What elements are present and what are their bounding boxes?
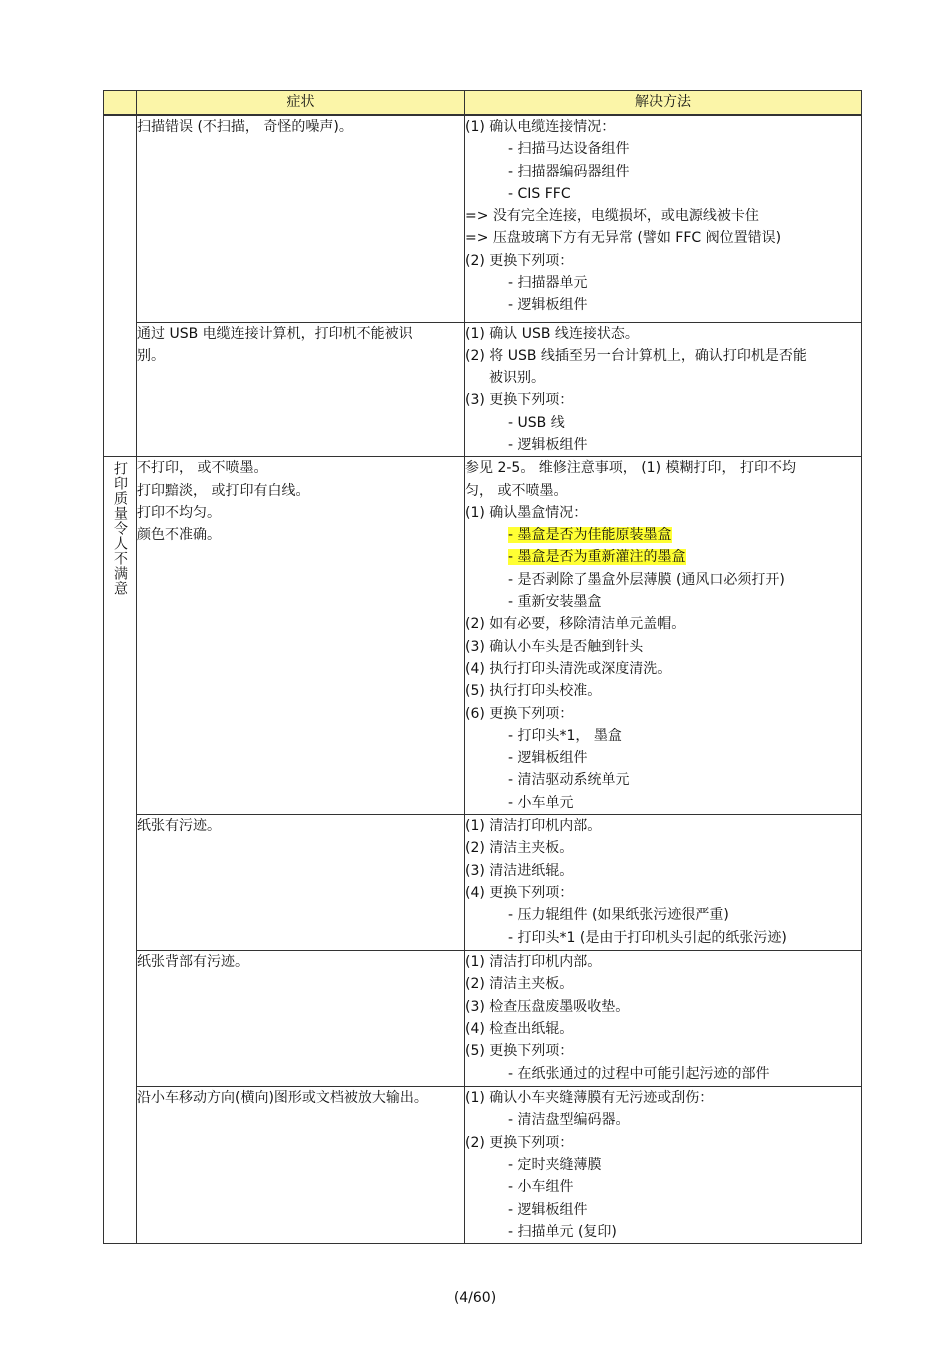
solution-text: => 压盘玻璃下方有无异常 (譬如 FFC 阀位置错误) <box>465 230 782 247</box>
solution-line <box>465 502 861 524</box>
solution-line <box>465 272 861 294</box>
solution-text: (4) 检查出纸辊。 <box>465 1020 574 1037</box>
solution-line <box>465 116 861 138</box>
solution-line <box>465 904 861 926</box>
solution-line <box>465 161 861 183</box>
symptom-cell <box>137 951 465 1087</box>
header-symptom: 症状 <box>137 91 465 116</box>
solution-text: (4) 更换下列项： <box>465 884 574 901</box>
solution-line <box>465 294 861 316</box>
solution-text: (1) 确认小车夹缝薄膜有无污迹或刮伤： <box>465 1090 714 1107</box>
symptom-text: 打印不均匀。 <box>137 504 221 521</box>
solution-line <box>465 569 861 591</box>
symptom-text: 沿小车移动方向(横向)图形或文档被放大输出。 <box>137 1090 428 1107</box>
solution-text: (2) 更换下列项： <box>465 1134 574 1151</box>
solution-line <box>465 412 861 434</box>
solution-text: (2) 如有必要，移除清洁单元盖帽。 <box>465 616 686 633</box>
solution-text: - 小车单元 <box>508 794 574 811</box>
solution-text: - 逻辑板组件 <box>508 436 588 453</box>
solution-text: - 打印头*1 (是由于打印机头引起的纸张污迹) <box>508 929 787 946</box>
page-number: (4/60) <box>453 1290 497 1306</box>
solution-cell <box>465 815 862 951</box>
solution-line <box>465 138 861 160</box>
solution-line <box>465 205 861 227</box>
solution-text: 匀， 或不喷墨。 <box>465 482 568 499</box>
solution-line <box>465 973 861 995</box>
solution-line <box>465 882 861 904</box>
solution-text: - 扫描器单元 <box>508 275 588 292</box>
solution-line <box>465 996 861 1018</box>
solution-text: - 清洁驱动系统单元 <box>508 772 630 789</box>
solution-text: - 扫描单元 (复印) <box>508 1223 617 1240</box>
solution-text: (1) 确认 USB 线连接状态。 <box>465 325 639 342</box>
solution-line <box>465 860 861 882</box>
solution-text: (1) 清洁打印机内部。 <box>465 954 602 971</box>
header-category-cell <box>104 91 137 116</box>
solution-text: (3) 更换下列项： <box>465 392 574 409</box>
solution-line <box>465 1109 861 1131</box>
solution-text: => 没有完全连接，电缆损坏，或电源线被卡住 <box>465 208 759 225</box>
solution-text: - 打印头*1， 墨盒 <box>508 727 622 744</box>
solution-line <box>465 703 861 725</box>
solution-text: - 重新安装墨盒 <box>508 594 602 611</box>
symptom-text: 别。 <box>137 347 165 364</box>
solution-text: - 是否剥除了墨盒外层薄膜 (通风口必须打开) <box>508 571 785 588</box>
solution-line <box>465 1176 861 1198</box>
symptom-cell <box>137 457 465 815</box>
solution-line <box>465 250 861 272</box>
solution-cell <box>465 322 862 457</box>
solution-line <box>465 546 861 568</box>
symptom-text: 纸张有污迹。 <box>137 818 221 835</box>
solution-text: - 定时夹缝薄膜 <box>508 1156 602 1173</box>
solution-cell <box>465 951 862 1087</box>
solution-text: (1) 确认电缆连接情况： <box>465 119 616 135</box>
symptom-cell <box>137 815 465 951</box>
solution-line <box>465 389 861 411</box>
symptom-text: 纸张背部有污迹。 <box>137 954 249 971</box>
solution-text: (2) 清洁主夹板。 <box>465 840 574 857</box>
solution-text: (1) 确认墨盒情况： <box>465 504 588 521</box>
highlighted-text: - 墨盒是否为重新灌注的墨盒 <box>508 549 686 566</box>
symptom-cell <box>137 1087 465 1244</box>
solution-text: - USB 线 <box>508 414 565 431</box>
solution-line <box>465 591 861 613</box>
solution-text: - 清洁盘型编码器。 <box>508 1112 630 1129</box>
solution-text: 被识别。 <box>489 370 545 387</box>
solution-line <box>465 1063 861 1085</box>
category-label: 打印质量令人不满意 <box>112 461 128 597</box>
symptom-text: 打印黯淡， 或打印有白线。 <box>137 482 310 499</box>
solution-line <box>465 227 861 249</box>
solution-text: - CIS FFC <box>508 185 571 202</box>
table-row <box>104 457 862 815</box>
solution-text: (5) 更换下列项： <box>465 1043 574 1060</box>
solution-line <box>465 725 861 747</box>
solution-text: (6) 更换下列项： <box>465 705 574 722</box>
solution-line <box>465 769 861 791</box>
solution-text: (5) 执行打印头校准。 <box>465 683 602 700</box>
solution-text: (3) 确认小车头是否触到针头 <box>465 638 644 655</box>
solution-text: - 扫描马达设备组件 <box>508 141 630 158</box>
solution-cell <box>465 1087 862 1244</box>
category-cell-blank <box>104 115 137 457</box>
solution-text: - 逻辑板组件 <box>508 750 588 767</box>
solution-text: - 压力辊组件 (如果纸张污迹很严重) <box>508 907 729 924</box>
solution-text: 参见 2-5。 维修注意事项， (1) 模糊打印， 打印不均 <box>465 460 796 477</box>
table-row <box>104 322 862 457</box>
table-row <box>104 1087 862 1244</box>
solution-line <box>465 613 861 635</box>
header-solution: 解决方法 <box>465 91 862 116</box>
solution-text: - 小车组件 <box>508 1179 574 1196</box>
solution-line <box>465 792 861 814</box>
category-cell <box>104 457 137 1244</box>
troubleshooting-table <box>103 90 862 1244</box>
solution-cell <box>465 457 862 815</box>
table-body <box>104 115 862 1244</box>
solution-line <box>465 927 861 949</box>
table-header-row <box>104 91 862 116</box>
symptom-text: 通过 USB 电缆连接计算机，打印机不能被识 <box>137 325 413 342</box>
solution-line <box>465 1132 861 1154</box>
solution-text: (3) 检查压盘废墨吸收垫。 <box>465 998 630 1015</box>
solution-line <box>465 367 861 389</box>
symptom-cell <box>137 115 465 322</box>
solution-line <box>465 1221 861 1243</box>
solution-line <box>465 747 861 769</box>
solution-line <box>465 837 861 859</box>
symptom-text: 扫描错误 (不扫描， 奇怪的噪声)。 <box>137 119 353 135</box>
solution-text: - 逻辑板组件 <box>508 297 588 314</box>
solution-line <box>465 680 861 702</box>
solution-text: - 在纸张通过的过程中可能引起污迹的部件 <box>508 1065 770 1082</box>
solution-line <box>465 951 861 973</box>
solution-line <box>465 815 861 837</box>
solution-line <box>465 636 861 658</box>
solution-text: - 扫描器编码器组件 <box>508 163 630 180</box>
solution-line <box>465 1040 861 1062</box>
solution-line <box>465 658 861 680</box>
symptom-cell <box>137 322 465 457</box>
solution-text: (2) 更换下列项： <box>465 252 574 269</box>
solution-line <box>465 1018 861 1040</box>
solution-line <box>465 1199 861 1221</box>
symptom-text: 颜色不准确。 <box>137 527 221 544</box>
solution-line <box>465 323 861 345</box>
solution-text: - 逻辑板组件 <box>508 1201 588 1218</box>
solution-line <box>465 1154 861 1176</box>
solution-line <box>465 345 861 367</box>
solution-line <box>465 434 861 456</box>
solution-text: (1) 清洁打印机内部。 <box>465 818 602 835</box>
solution-text: (2) 清洁主夹板。 <box>465 976 574 993</box>
solution-text: (2) 将 USB 线插至另一台计算机上，确认打印机是否能 <box>465 347 807 364</box>
solution-line <box>465 1087 861 1109</box>
solution-line <box>465 480 861 502</box>
table-row <box>104 815 862 951</box>
solution-line <box>465 183 861 205</box>
table-row <box>104 115 862 322</box>
highlighted-text: - 墨盒是否为佳能原装墨盒 <box>508 527 672 544</box>
solution-line <box>465 524 861 546</box>
symptom-text: 不打印， 或不喷墨。 <box>137 460 268 477</box>
solution-cell <box>465 115 862 322</box>
table-row <box>104 951 862 1087</box>
solution-line <box>465 457 861 479</box>
solution-text: (3) 清洁进纸辊。 <box>465 862 574 879</box>
solution-text: (4) 执行打印头清洗或深度清洗。 <box>465 660 672 677</box>
